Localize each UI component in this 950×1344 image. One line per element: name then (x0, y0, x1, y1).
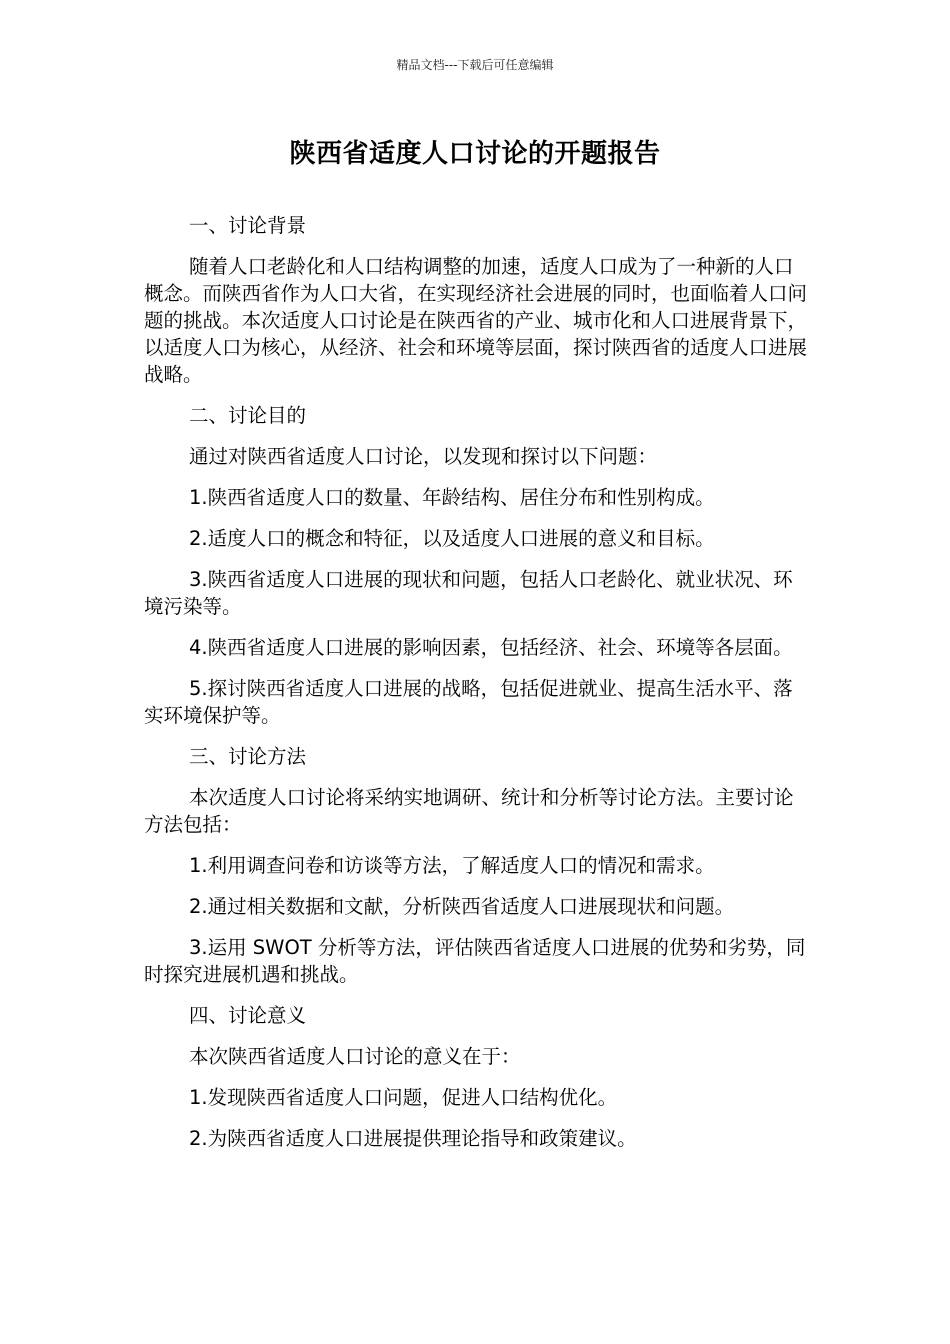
paragraph-method-intro: 本次适度人口讨论将采纳实地调研、统计和分析等讨论方法。主要讨论方法包括： (144, 786, 794, 836)
purpose-item-5: 5.探讨陕西省适度人口进展的战略，包括促进就业、提高生活水平、落实环境保护等。 (144, 677, 793, 727)
paragraph-significance-intro: 本次陕西省适度人口讨论的意义在于： (189, 1045, 521, 1068)
document-body (144, 212, 812, 1166)
method-item-1: 1.利用调查问卷和访谈等方法，了解适度人口的情况和需求。 (189, 854, 715, 877)
paragraph-purpose-intro: 通过对陕西省适度人口讨论，以发现和探讨以下问题： (189, 445, 658, 468)
document-title: 陕西省适度人口讨论的开题报告 (289, 139, 661, 169)
purpose-item-1: 1.陕西省适度人口的数量、年龄结构、居住分布和性别构成。 (189, 486, 715, 509)
method-item-3: 3.运用 SWOT 分析等方法，评估陕西省适度人口进展的优势和劣势，同时探究进展机遇和挑战。 (144, 936, 806, 986)
section-heading-method: 三、讨论方法 (189, 745, 307, 768)
purpose-item-2: 2.适度人口的概念和特征，以及适度人口进展的意义和目标。 (189, 527, 715, 550)
significance-item-2: 2.为陕西省适度人口进展提供理论指导和政策建议。 (189, 1127, 637, 1150)
header-note: 精品文档---下载后可任意编辑 (396, 58, 554, 72)
section-heading-significance: 四、讨论意义 (189, 1004, 307, 1027)
paragraph-background: 随着人口老龄化和人口结构调整的加速，适度人口成为了一种新的人口概念。而陕西省作为人口大省，在实现经济社会进展的同时，也面临着人口问题的挑战。本次适度人口讨论是在陕西省的产业、城市化和人口进展背景下，以适度人口为核心，从经济、社会和环境等层面，探讨陕西省的适度人口进展战略。 (144, 255, 808, 386)
section-heading-background: 一、讨论背景 (189, 214, 307, 237)
purpose-item-4: 4.陕西省适度人口进展的影响因素，包括经济、社会、环境等各层面。 (189, 636, 793, 659)
significance-item-1: 1.发现陕西省适度人口问题，促进人口结构优化。 (189, 1086, 618, 1109)
purpose-item-3: 3.陕西省适度人口进展的现状和问题，包括人口老龄化、就业状况、环境污染等。 (144, 568, 793, 618)
method-item-2: 2.通过相关数据和文献，分析陕西省适度人口进展现状和问题。 (189, 895, 735, 918)
section-heading-purpose: 二、讨论目的 (189, 404, 307, 427)
